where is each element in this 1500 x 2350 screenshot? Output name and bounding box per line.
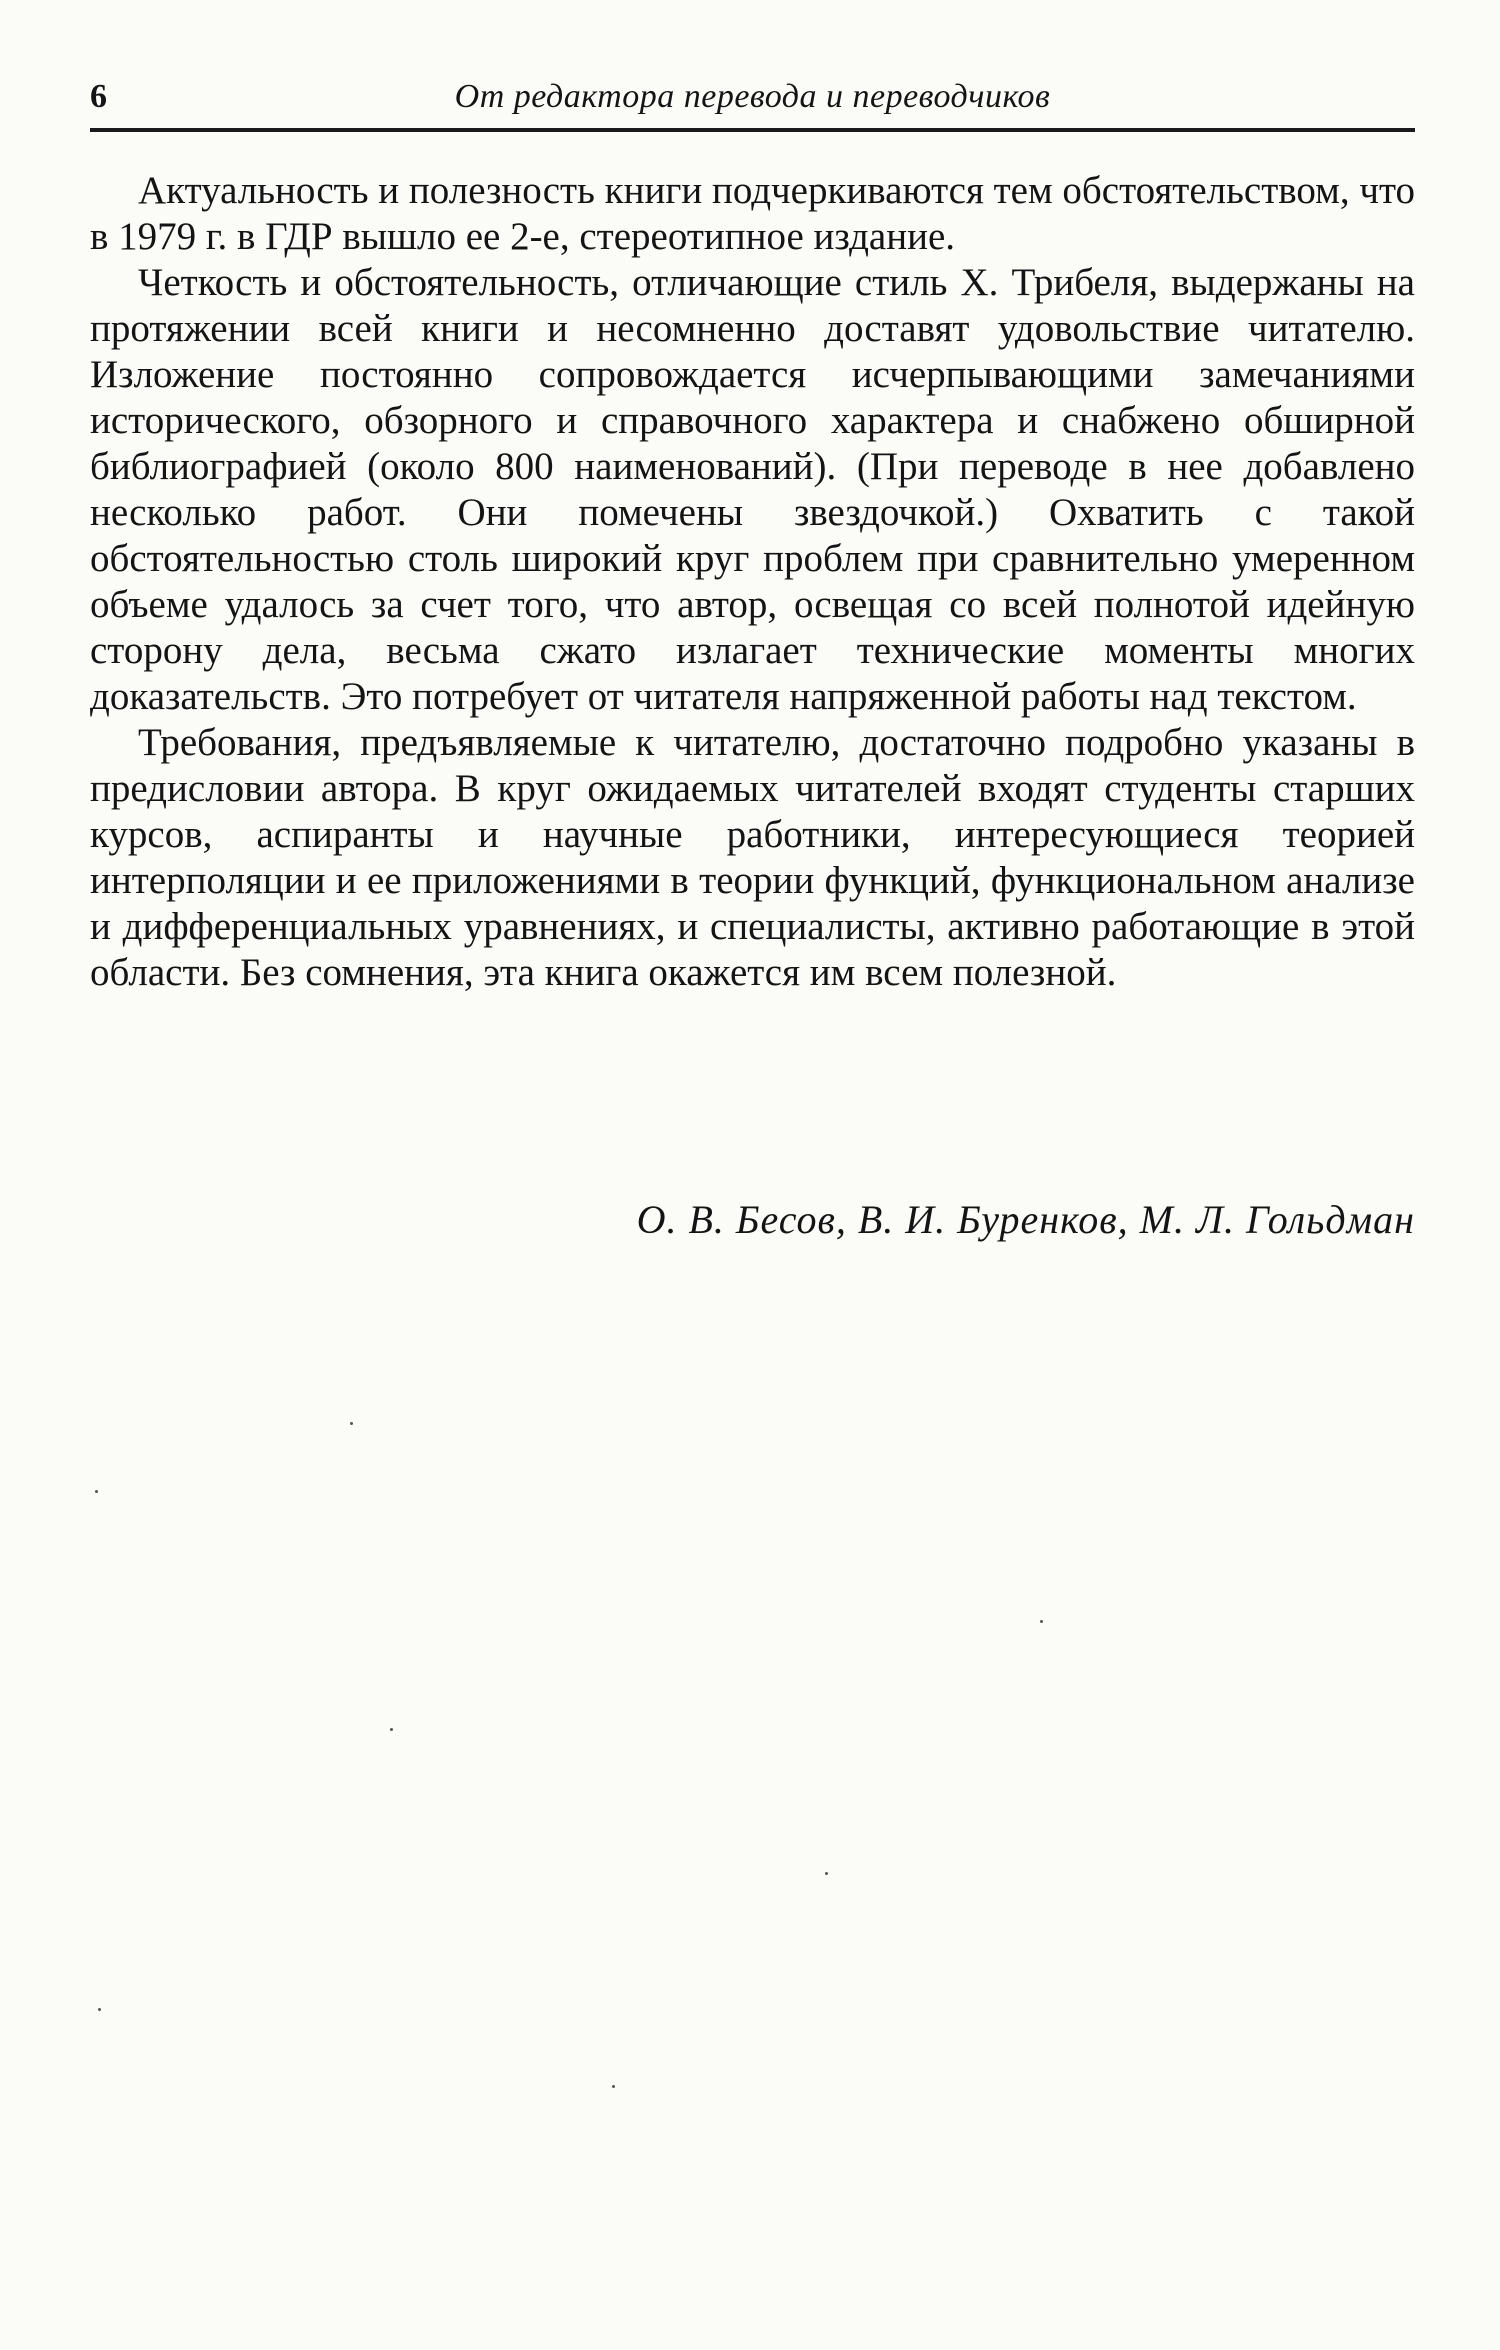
signature: О. В. Бесов, В. И. Буренков, М. Л. Гольдман: [636, 1197, 1415, 1242]
running-head: [90, 70, 1415, 124]
page-number: 6: [90, 78, 107, 115]
print-speck: [1040, 1620, 1043, 1623]
print-speck: [95, 1490, 98, 1493]
print-speck: [350, 1422, 353, 1425]
print-speck: [390, 1728, 393, 1731]
print-speck: [98, 2008, 101, 2011]
paragraph: Четкость и обстоятельность, отличающие стиль X. Трибеля, выдержаны на протяжении всей книги и несомненно доставят удовольствие читателю. Изложение постоянно сопровождается исчерпывающими замечаниями исторического, обзорного и справочного характера и снабжено обширной библиографией (около 800 наименований). (При переводе в нее добавлено несколько работ. Они помечены звездочкой.) Охватить с такой обстоятельностью столь широкий круг проблем при сравнительно умеренном объеме удалось за счет того, что автор, освещая со всей полнотой идейную сторону дела, весьма сжато излагает технические моменты многих доказательств. Это потребует от читателя напряженной работы над текстом.: [90, 261, 1415, 718]
print-speck: [612, 2085, 615, 2088]
body-text: [90, 168, 1415, 996]
paragraph: Актуальность и полезность книги подчеркиваются тем обстоятельством, что в 1979 г. в ГДР вышло ее 2-е, стереотипное издание.: [90, 169, 1415, 258]
print-speck: [825, 1872, 828, 1875]
paragraph: Требования, предъявляемые к читателю, достаточно подробно указаны в предисловии автора. В круг ожидаемых читателей входят студенты старших курсов, аспиранты и научные работники, интересующиеся теорией интерполяции и ее приложениями в теории функций, функциональном анализе и дифференциальных уравнениях, и специалисты, активно работающие в этой области. Без сомнения, эта книга окажется им всем полезной.: [90, 721, 1415, 994]
running-title: От редактора перевода и переводчиков: [454, 78, 1051, 115]
header-rule: [90, 128, 1415, 132]
